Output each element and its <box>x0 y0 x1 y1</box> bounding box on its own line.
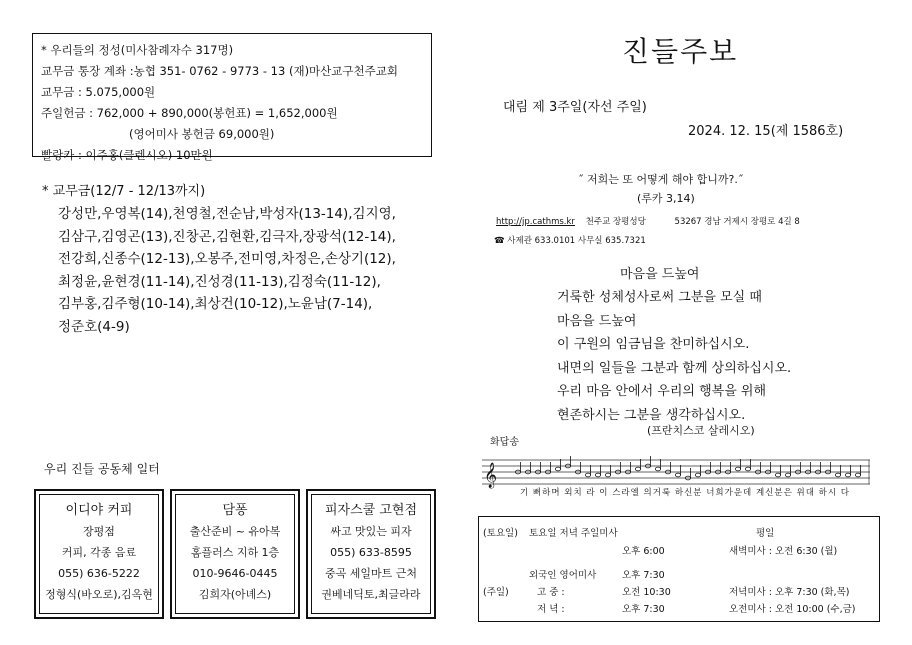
evening-mass-label: 저 녁 : <box>537 604 565 615</box>
community-board-title: 우리 진들 공동체 일터 <box>44 462 160 476</box>
prayer-line: 마음을 드높여 <box>557 313 637 329</box>
contributors-line: 최정윤,윤현경(11-14),진성경(11-13),김정숙(11-12), <box>58 273 381 290</box>
prayer-text <box>557 286 791 427</box>
contributors-title: * 교무금(12/7 - 12/13까지) <box>42 184 206 199</box>
website-link[interactable]: http://jp.cathms.kr <box>496 217 575 227</box>
saturday-mass-title: 토요일 저녁 주일미사 <box>529 528 618 539</box>
prayer-line: 현존하시는 그분을 생각하십시오. <box>557 407 746 423</box>
contributors-list <box>58 203 396 338</box>
music-note <box>745 467 750 471</box>
ad-line: 커피, 각종 음료 <box>61 546 137 559</box>
parish-phones: ☎ 사제관 633.0101 사무실 635.7321 <box>494 236 646 246</box>
weekday-title: 평일 <box>756 528 775 539</box>
saturday-mass-time: 오후 6:00 <box>622 546 665 557</box>
music-note <box>555 467 560 471</box>
ad-name: 담퐁 <box>222 503 248 518</box>
prayer-line: 우리 마음 안에서 우리의 행복을 위해 <box>557 384 767 399</box>
gospel-reference: (루카 3,14) <box>637 192 695 205</box>
ad-line: 중곡 세일마트 근처 <box>324 567 417 580</box>
evening-weekday-mass: 저녁미사 : 오후 7:30 (화,목) <box>729 587 850 598</box>
sunday-offering: 주일헌금 : 762,000 + 890,000(봉헌표) = 1,652,000원 <box>41 106 338 120</box>
treble-clef-icon: 𝄞 <box>484 463 498 488</box>
ad-name: 피자스쿨 고현점 <box>324 503 418 518</box>
ad-phone: 055) 633-8595 <box>330 546 412 559</box>
ad-line: 출산준비 ~ 유아복 <box>189 525 281 538</box>
music-note <box>675 473 680 477</box>
mass-schedule-box <box>478 516 880 622</box>
donation-summary-box <box>32 33 432 162</box>
foreign-mass-label: 외국인 영어미사 <box>529 570 597 581</box>
bread-car-donation: 빨랑카 : 이주홍(클렌시오) 10만원 <box>41 148 213 162</box>
music-note <box>695 473 700 477</box>
contributors-line: 강성만,우영복(14),천영철,전순남,박성자(13-14),김지영, <box>58 206 396 222</box>
ad-owner: 정형식(바오로),김옥현 <box>45 588 153 601</box>
ad-owner: 김희자(아녜스) <box>198 588 272 601</box>
ad-dampong <box>170 489 300 619</box>
ad-owner: 권베네딕토,최글라라 <box>321 588 421 601</box>
dawn-mass: 새벽미사 : 오전 6:30 (월) <box>729 546 838 557</box>
ad-pizza-school <box>306 489 436 619</box>
foreign-mass-time: 오후 7:30 <box>622 570 665 581</box>
ad-line: 홈플러스 지하 1층 <box>190 546 280 559</box>
ad-ediya-coffee <box>34 489 164 619</box>
school-mass-label: 고 중 : <box>537 587 565 598</box>
bulletin-title: 진들주보 <box>622 35 739 68</box>
prayer-line: 내면의 일들을 그분과 함께 상의하십시오. <box>557 360 792 376</box>
prayer-title: 마음을 드높여 <box>620 267 700 282</box>
account-info: 교무금 통장 계좌 :농협 351- 0762 - 9773 - 13 (재)마산교구천주교회 <box>41 64 398 78</box>
liturgical-sunday: 대림 제 3주일(자선 주일) <box>503 100 647 115</box>
school-mass-time: 오전 10:30 <box>622 587 671 598</box>
music-note <box>585 473 590 477</box>
prayer-line: 거룩한 성체성사로써 그분을 모실 때 <box>557 290 762 305</box>
music-note <box>835 473 840 477</box>
music-note <box>855 473 860 477</box>
morning-weekday-mass: 오전미사 : 오전 10:00 (수,금) <box>729 604 856 615</box>
music-note <box>605 473 610 477</box>
ad-phone: 055) 636-5222 <box>58 567 140 580</box>
ad-phone: 010-9646-0445 <box>192 567 278 580</box>
sunday-label: (주일) <box>483 587 509 598</box>
ad-name: 이디야 커피 <box>65 503 133 518</box>
contributors-line: 김부홍,김주형(10-14),최상건(10-12),노윤남(7-14), <box>58 296 373 312</box>
parish-name: 천주교 장평성당 <box>585 217 646 227</box>
parish-address: 53267 경남 거제시 장평로 4길 8 <box>674 217 800 227</box>
prayer-line: 이 구원의 임금님을 찬미하십시오. <box>557 337 750 352</box>
saturday-label: (토요일) <box>483 528 518 539</box>
contributors-line: 전강희,신종수(12-13),오봉주,전미영,차정은,손상기(12), <box>58 251 396 267</box>
hymn-lyrics: 기 뻐하며 외치 라 이 스라엘 의거룩 하신분 너희가운데 계신분은 위대 하시 다 <box>520 488 850 498</box>
evening-mass-time: 오후 7:30 <box>622 604 665 615</box>
ad-line: 싸고 맛있는 피자 <box>330 525 412 538</box>
music-note <box>775 473 780 477</box>
music-note <box>845 473 850 477</box>
gyomugeum-total: 교무금 : 5.075,000원 <box>41 85 156 99</box>
issue-date: 2024. 12. 15(제 1586호) <box>688 124 844 139</box>
gospel-quote: ˝ 저희는 또 어떻게 해야 합니까?.˝ <box>578 173 744 186</box>
contributors-line: 김삼구,김영곤(13),진창곤,김현환,김극자,장광석(12-14), <box>58 228 396 245</box>
music-note <box>735 467 740 471</box>
music-note <box>785 473 790 477</box>
contributors-line: 정준호(4-9) <box>58 318 130 335</box>
music-note <box>595 473 600 477</box>
music-note <box>635 467 640 471</box>
music-note <box>655 467 660 471</box>
donation-header: * 우리들의 정성(미사참례자수 317명) <box>41 43 234 57</box>
ad-line: 장평점 <box>83 525 115 538</box>
prayer-author: (프란치스코 살레시오) <box>647 424 755 437</box>
english-mass-offering: (영어미사 봉헌금 69,000원) <box>129 127 275 141</box>
parish-contact <box>496 215 800 227</box>
psalm-response-label: 화답송 <box>490 437 519 448</box>
